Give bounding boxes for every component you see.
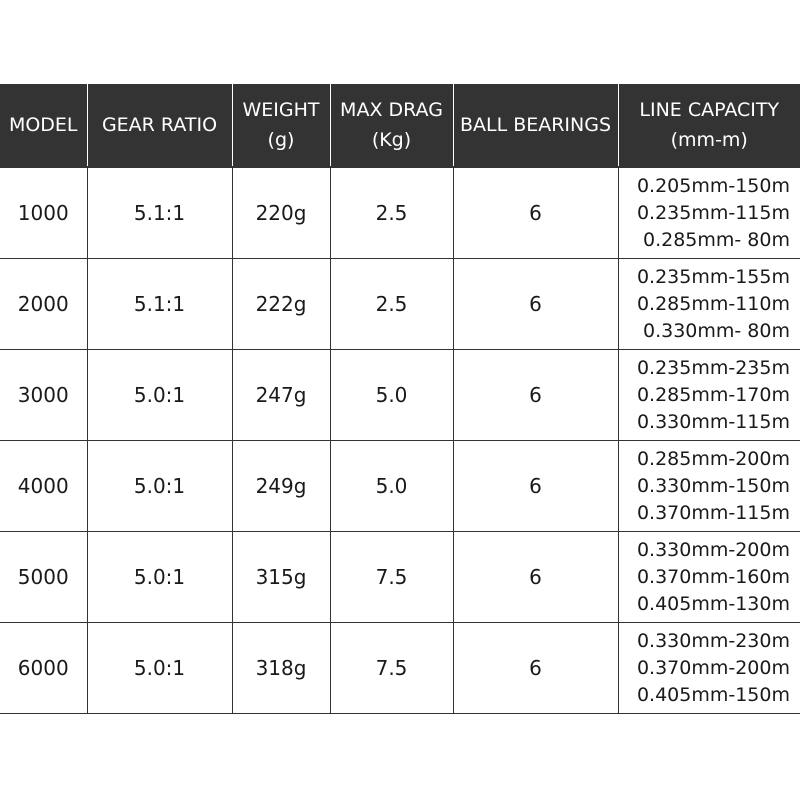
cell-line-capacity	[618, 167, 800, 259]
table-row	[0, 532, 800, 623]
table-row	[0, 350, 800, 441]
cell-max-drag: 5.0	[330, 350, 453, 441]
line-capacity-entry: 0.370mm-115m	[636, 501, 790, 524]
line-capacity-entry: 0.330mm-230m	[636, 629, 790, 652]
line-capacity-entry: 0.285mm-110m	[636, 292, 790, 315]
cell-ball-bearings: 6	[453, 167, 618, 259]
cell-weight: 249g	[232, 441, 330, 532]
header-ball-bearings	[453, 84, 618, 167]
line-capacity-entry: 0.330mm- 80m	[643, 319, 790, 342]
header-gear-ratio-label: GEAR RATIO	[101, 114, 218, 136]
line-capacity-entry: 0.370mm-200m	[636, 656, 790, 679]
line-capacity-entry: 0.330mm-200m	[636, 538, 790, 561]
header-max-drag	[330, 84, 453, 167]
header-gear-ratio	[87, 84, 232, 167]
cell-model: 5000	[0, 532, 87, 623]
cell-line-capacity	[618, 259, 800, 350]
cell-ball-bearings: 6	[453, 532, 618, 623]
line-capacity-entry: 0.285mm- 80m	[643, 228, 790, 251]
table-row	[0, 441, 800, 532]
header-weight-label: WEIGHT	[242, 99, 320, 121]
cell-max-drag: 7.5	[330, 623, 453, 714]
line-capacity-entry: 0.330mm-150m	[636, 474, 790, 497]
header-weight-unit: (g)	[267, 129, 295, 151]
cell-weight: 318g	[232, 623, 330, 714]
line-capacity-entry: 0.205mm-150m	[636, 174, 790, 197]
cell-gear-ratio: 5.1:1	[87, 167, 232, 259]
header-max-drag-unit: (Kg)	[371, 129, 412, 151]
header-weight	[232, 84, 330, 167]
cell-gear-ratio: 5.0:1	[87, 532, 232, 623]
line-capacity-entry: 0.285mm-170m	[636, 383, 790, 406]
cell-ball-bearings: 6	[453, 623, 618, 714]
cell-gear-ratio: 5.0:1	[87, 350, 232, 441]
cell-gear-ratio: 5.0:1	[87, 623, 232, 714]
header-ball-bearings-label: BALL BEARINGS	[459, 114, 612, 136]
cell-max-drag: 2.5	[330, 167, 453, 259]
header-max-drag-label: MAX DRAG	[340, 99, 443, 121]
line-capacity-entry: 0.285mm-200m	[636, 447, 790, 470]
cell-weight: 315g	[232, 532, 330, 623]
cell-gear-ratio: 5.0:1	[87, 441, 232, 532]
spec-table	[0, 84, 800, 714]
cell-weight: 220g	[232, 167, 330, 259]
line-capacity-entry: 0.405mm-150m	[636, 683, 790, 706]
cell-gear-ratio: 5.1:1	[87, 259, 232, 350]
cell-max-drag: 7.5	[330, 532, 453, 623]
cell-weight: 222g	[232, 259, 330, 350]
cell-ball-bearings: 6	[453, 441, 618, 532]
table-header	[0, 84, 800, 167]
line-capacity-entry: 0.235mm-115m	[636, 201, 790, 224]
cell-line-capacity	[618, 532, 800, 623]
cell-line-capacity	[618, 441, 800, 532]
cell-max-drag: 2.5	[330, 259, 453, 350]
line-capacity-entry: 0.405mm-130m	[636, 592, 790, 615]
table-row	[0, 259, 800, 350]
line-capacity-entry: 0.330mm-115m	[636, 410, 790, 433]
header-line-capacity-unit: (mm-m)	[670, 129, 748, 151]
cell-model: 6000	[0, 623, 87, 714]
line-capacity-entry: 0.235mm-155m	[636, 265, 790, 288]
cell-line-capacity	[618, 623, 800, 714]
cell-model: 1000	[0, 167, 87, 259]
header-line-capacity-label: LINE CAPACITY	[639, 99, 780, 121]
cell-model: 2000	[0, 259, 87, 350]
cell-ball-bearings: 6	[453, 350, 618, 441]
line-capacity-entry: 0.235mm-235m	[636, 356, 790, 379]
table-row	[0, 167, 800, 259]
header-row	[0, 84, 800, 167]
header-model	[0, 84, 87, 167]
header-line-capacity	[618, 84, 800, 167]
cell-max-drag: 5.0	[330, 441, 453, 532]
table-row	[0, 623, 800, 714]
cell-model: 4000	[0, 441, 87, 532]
cell-weight: 247g	[232, 350, 330, 441]
header-model-label: MODEL	[8, 114, 78, 136]
cell-ball-bearings: 6	[453, 259, 618, 350]
line-capacity-entry: 0.370mm-160m	[636, 565, 790, 588]
cell-model: 3000	[0, 350, 87, 441]
cell-line-capacity	[618, 350, 800, 441]
table-body	[0, 167, 800, 714]
